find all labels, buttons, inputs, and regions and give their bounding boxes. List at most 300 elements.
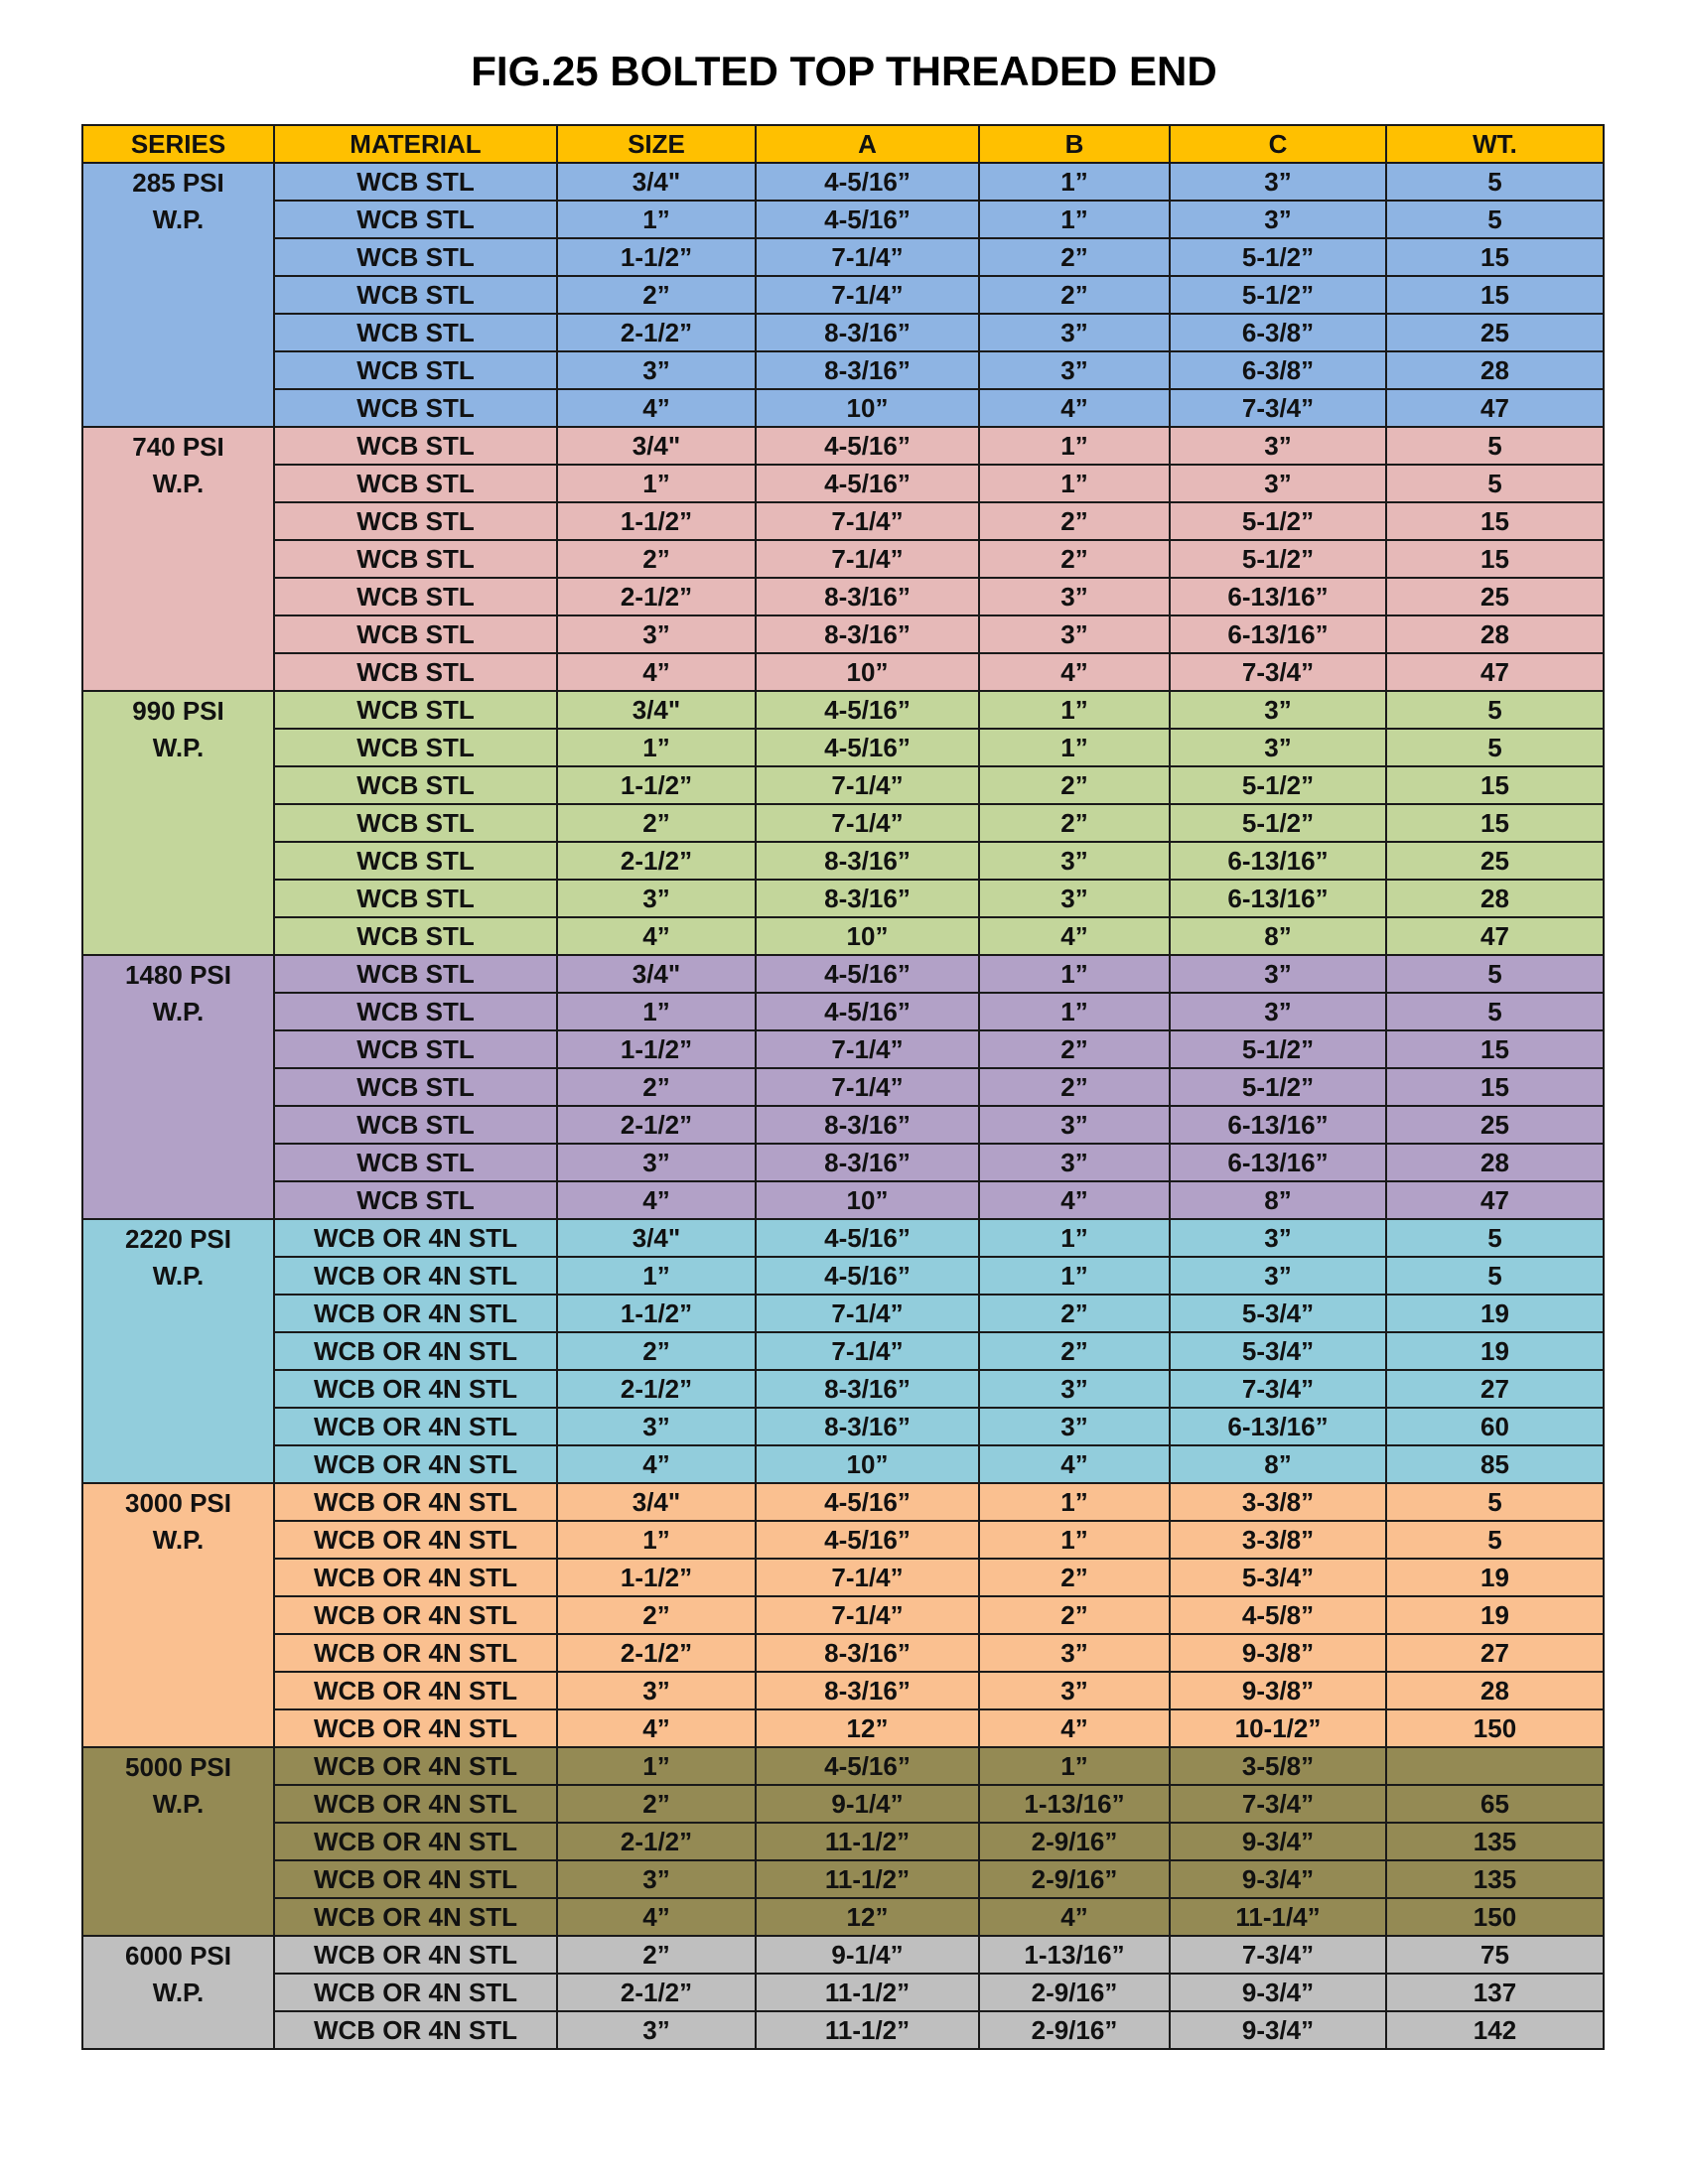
header-material: MATERIAL [274, 125, 557, 163]
series-cell: 990 PSI [82, 691, 274, 729]
table-row [82, 1596, 1604, 1634]
series-cell: W.P. [82, 729, 274, 766]
size-cell: 4” [557, 917, 756, 955]
series-cell [82, 1559, 274, 1596]
table-row [82, 314, 1604, 351]
material-cell: WCB OR 4N STL [274, 1295, 557, 1332]
material-cell: WCB OR 4N STL [274, 1785, 557, 1823]
dim-c-cell: 6-13/16” [1170, 578, 1386, 615]
material-cell: WCB OR 4N STL [274, 1747, 557, 1785]
table-row [82, 729, 1604, 766]
dim-a-cell: 7-1/4” [756, 502, 979, 540]
table-row [82, 1408, 1604, 1445]
dim-a-cell: 4-5/16” [756, 1747, 979, 1785]
material-cell: WCB OR 4N STL [274, 2011, 557, 2049]
size-cell: 4” [557, 1181, 756, 1219]
dim-a-cell: 8-3/16” [756, 1408, 979, 1445]
size-cell: 1” [557, 1257, 756, 1295]
weight-cell: 15 [1386, 1030, 1604, 1068]
page-title: FIG.25 BOLTED TOP THREADED END [471, 48, 1217, 94]
dim-c-cell: 5-3/4” [1170, 1295, 1386, 1332]
dim-c-cell: 6-13/16” [1170, 615, 1386, 653]
series-cell: W.P. [82, 993, 274, 1030]
size-cell: 1-1/2” [557, 502, 756, 540]
dim-b-cell: 1-13/16” [979, 1785, 1170, 1823]
material-cell: WCB OR 4N STL [274, 1936, 557, 1974]
size-cell: 1-1/2” [557, 238, 756, 276]
dim-a-cell: 8-3/16” [756, 615, 979, 653]
dim-c-cell: 8” [1170, 1181, 1386, 1219]
series-cell [82, 314, 274, 351]
weight-cell: 19 [1386, 1559, 1604, 1596]
dim-a-cell: 7-1/4” [756, 1068, 979, 1106]
dim-a-cell: 8-3/16” [756, 1106, 979, 1144]
weight-cell: 75 [1386, 1936, 1604, 1974]
dim-b-cell: 3” [979, 351, 1170, 389]
series-cell [82, 578, 274, 615]
size-cell: 2” [557, 804, 756, 842]
dim-c-cell: 5-3/4” [1170, 1332, 1386, 1370]
material-cell: WCB OR 4N STL [274, 1521, 557, 1559]
dim-b-cell: 4” [979, 1898, 1170, 1936]
material-cell: WCB STL [274, 766, 557, 804]
size-cell: 3/4" [557, 955, 756, 993]
dim-b-cell: 2-9/16” [979, 1823, 1170, 1860]
size-cell: 3” [557, 615, 756, 653]
dim-a-cell: 4-5/16” [756, 465, 979, 502]
dim-a-cell: 7-1/4” [756, 804, 979, 842]
weight-cell: 15 [1386, 766, 1604, 804]
dim-b-cell: 4” [979, 1709, 1170, 1747]
series-cell [82, 1332, 274, 1370]
series-cell [82, 389, 274, 427]
dim-c-cell: 9-3/8” [1170, 1634, 1386, 1672]
size-cell: 1” [557, 1521, 756, 1559]
size-cell: 3” [557, 880, 756, 917]
weight-cell: 28 [1386, 615, 1604, 653]
series-cell: W.P. [82, 1257, 274, 1295]
dim-c-cell: 7-3/4” [1170, 653, 1386, 691]
material-cell: WCB OR 4N STL [274, 1483, 557, 1521]
table-row [82, 1068, 1604, 1106]
weight-cell: 142 [1386, 2011, 1604, 2049]
size-cell: 2” [557, 276, 756, 314]
size-cell: 4” [557, 1445, 756, 1483]
dim-a-cell: 7-1/4” [756, 1596, 979, 1634]
material-cell: WCB STL [274, 955, 557, 993]
weight-cell: 15 [1386, 1068, 1604, 1106]
dim-c-cell: 5-1/2” [1170, 502, 1386, 540]
series-cell [82, 1445, 274, 1483]
dim-a-cell: 4-5/16” [756, 427, 979, 465]
weight-cell: 5 [1386, 691, 1604, 729]
dim-a-cell: 7-1/4” [756, 238, 979, 276]
series-cell [82, 804, 274, 842]
weight-cell: 150 [1386, 1898, 1604, 1936]
material-cell: WCB STL [274, 201, 557, 238]
series-cell [82, 1068, 274, 1106]
series-cell [82, 1672, 274, 1709]
size-cell: 2” [557, 1596, 756, 1634]
table-row [82, 1747, 1604, 1785]
size-cell: 3” [557, 2011, 756, 2049]
dim-b-cell: 4” [979, 653, 1170, 691]
size-cell: 3” [557, 1408, 756, 1445]
dim-b-cell: 3” [979, 1408, 1170, 1445]
dim-b-cell: 4” [979, 389, 1170, 427]
weight-cell: 150 [1386, 1709, 1604, 1747]
dim-b-cell: 1” [979, 955, 1170, 993]
size-cell: 4” [557, 1709, 756, 1747]
table-row [82, 1445, 1604, 1483]
size-cell: 1-1/2” [557, 1030, 756, 1068]
dim-c-cell: 3” [1170, 465, 1386, 502]
dim-a-cell: 12” [756, 1709, 979, 1747]
material-cell: WCB STL [274, 691, 557, 729]
dim-c-cell: 3” [1170, 1219, 1386, 1257]
dim-b-cell: 2” [979, 1332, 1170, 1370]
dim-b-cell: 1” [979, 163, 1170, 201]
dim-c-cell: 6-13/16” [1170, 1408, 1386, 1445]
size-cell: 2-1/2” [557, 314, 756, 351]
weight-cell: 60 [1386, 1408, 1604, 1445]
dim-a-cell: 4-5/16” [756, 1483, 979, 1521]
weight-cell: 28 [1386, 1144, 1604, 1181]
dim-c-cell: 7-3/4” [1170, 389, 1386, 427]
table-row [82, 1823, 1604, 1860]
dim-a-cell: 10” [756, 917, 979, 955]
series-cell: 2220 PSI [82, 1219, 274, 1257]
dim-c-cell: 5-1/2” [1170, 540, 1386, 578]
dim-a-cell: 4-5/16” [756, 163, 979, 201]
dim-c-cell: 10-1/2” [1170, 1709, 1386, 1747]
dim-a-cell: 10” [756, 1445, 979, 1483]
material-cell: WCB STL [274, 842, 557, 880]
series-cell: 285 PSI [82, 163, 274, 201]
material-cell: WCB OR 4N STL [274, 1408, 557, 1445]
dim-b-cell: 2” [979, 1559, 1170, 1596]
header-a: A [756, 125, 979, 163]
series-cell [82, 1144, 274, 1181]
series-cell [82, 1634, 274, 1672]
dim-c-cell: 6-13/16” [1170, 1106, 1386, 1144]
material-cell: WCB STL [274, 804, 557, 842]
material-cell: WCB OR 4N STL [274, 1823, 557, 1860]
table-row [82, 1257, 1604, 1295]
material-cell: WCB OR 4N STL [274, 1974, 557, 2011]
dim-a-cell: 4-5/16” [756, 955, 979, 993]
weight-cell: 25 [1386, 842, 1604, 880]
size-cell: 2” [557, 1068, 756, 1106]
series-cell [82, 1181, 274, 1219]
dim-b-cell: 3” [979, 615, 1170, 653]
dim-c-cell: 3” [1170, 955, 1386, 993]
table-row [82, 427, 1604, 465]
size-cell: 2” [557, 1785, 756, 1823]
table-row [82, 804, 1604, 842]
dim-c-cell: 3-3/8” [1170, 1483, 1386, 1521]
dim-a-cell: 10” [756, 1181, 979, 1219]
table-row [82, 1709, 1604, 1747]
dim-a-cell: 8-3/16” [756, 1672, 979, 1709]
dim-c-cell: 5-1/2” [1170, 804, 1386, 842]
dim-b-cell: 2” [979, 540, 1170, 578]
table-row [82, 1332, 1604, 1370]
table-row [82, 691, 1604, 729]
table-row [82, 993, 1604, 1030]
table-row [82, 389, 1604, 427]
table-row [82, 1219, 1604, 1257]
dim-c-cell: 7-3/4” [1170, 1370, 1386, 1408]
material-cell: WCB STL [274, 615, 557, 653]
material-cell: WCB STL [274, 238, 557, 276]
material-cell: WCB OR 4N STL [274, 1445, 557, 1483]
dim-a-cell: 7-1/4” [756, 276, 979, 314]
table-row [82, 1860, 1604, 1898]
weight-cell: 5 [1386, 993, 1604, 1030]
dim-a-cell: 8-3/16” [756, 1370, 979, 1408]
dim-c-cell: 3-5/8” [1170, 1747, 1386, 1785]
weight-cell [1386, 1747, 1604, 1785]
weight-cell: 5 [1386, 1483, 1604, 1521]
series-cell [82, 1106, 274, 1144]
dim-b-cell: 1” [979, 1219, 1170, 1257]
dim-b-cell: 3” [979, 578, 1170, 615]
table-row [82, 1785, 1604, 1823]
weight-cell: 135 [1386, 1860, 1604, 1898]
material-cell: WCB OR 4N STL [274, 1860, 557, 1898]
table-row [82, 842, 1604, 880]
material-cell: WCB OR 4N STL [274, 1634, 557, 1672]
weight-cell: 5 [1386, 729, 1604, 766]
series-cell [82, 1898, 274, 1936]
series-cell: 6000 PSI [82, 1936, 274, 1974]
size-cell: 3” [557, 1144, 756, 1181]
series-cell [82, 540, 274, 578]
series-cell [82, 880, 274, 917]
dim-b-cell: 2” [979, 502, 1170, 540]
material-cell: WCB STL [274, 1106, 557, 1144]
dim-c-cell: 3-3/8” [1170, 1521, 1386, 1559]
table-row [82, 1483, 1604, 1521]
dim-c-cell: 9-3/4” [1170, 1974, 1386, 2011]
dim-c-cell: 9-3/4” [1170, 1860, 1386, 1898]
dim-a-cell: 9-1/4” [756, 1936, 979, 1974]
dim-c-cell: 5-1/2” [1170, 1068, 1386, 1106]
dim-c-cell: 9-3/4” [1170, 2011, 1386, 2049]
material-cell: WCB STL [274, 578, 557, 615]
dim-b-cell: 2” [979, 766, 1170, 804]
material-cell: WCB STL [274, 993, 557, 1030]
series-cell: 1480 PSI [82, 955, 274, 993]
table-row [82, 1106, 1604, 1144]
dim-b-cell: 2” [979, 238, 1170, 276]
material-cell: WCB STL [274, 540, 557, 578]
table-row [82, 1370, 1604, 1408]
dim-b-cell: 1” [979, 1521, 1170, 1559]
material-cell: WCB OR 4N STL [274, 1672, 557, 1709]
dim-b-cell: 2-9/16” [979, 2011, 1170, 2049]
table-row [82, 1898, 1604, 1936]
table-row [82, 201, 1604, 238]
series-cell [82, 842, 274, 880]
dim-c-cell: 9-3/4” [1170, 1823, 1386, 1860]
size-cell: 1” [557, 1747, 756, 1785]
weight-cell: 47 [1386, 653, 1604, 691]
dim-c-cell: 6-13/16” [1170, 842, 1386, 880]
dim-a-cell: 4-5/16” [756, 1521, 979, 1559]
header-series: SERIES [82, 125, 274, 163]
table-body [82, 163, 1604, 2049]
size-cell: 2” [557, 1936, 756, 1974]
material-cell: WCB OR 4N STL [274, 1596, 557, 1634]
dim-a-cell: 4-5/16” [756, 729, 979, 766]
dim-c-cell: 6-13/16” [1170, 1144, 1386, 1181]
dim-c-cell: 3” [1170, 163, 1386, 201]
dim-b-cell: 4” [979, 1181, 1170, 1219]
size-cell: 1” [557, 201, 756, 238]
dim-c-cell: 5-1/2” [1170, 766, 1386, 804]
weight-cell: 27 [1386, 1634, 1604, 1672]
size-cell: 2-1/2” [557, 842, 756, 880]
material-cell: WCB STL [274, 502, 557, 540]
material-cell: WCB OR 4N STL [274, 1219, 557, 1257]
dim-b-cell: 1” [979, 427, 1170, 465]
series-cell [82, 917, 274, 955]
table-row [82, 163, 1604, 201]
header-size: SIZE [557, 125, 756, 163]
series-cell [82, 1709, 274, 1747]
dim-a-cell: 10” [756, 389, 979, 427]
size-cell: 2-1/2” [557, 1370, 756, 1408]
table-row [82, 502, 1604, 540]
dim-c-cell: 8” [1170, 1445, 1386, 1483]
material-cell: WCB STL [274, 314, 557, 351]
dim-b-cell: 1” [979, 1747, 1170, 1785]
material-cell: WCB STL [274, 351, 557, 389]
size-cell: 2-1/2” [557, 578, 756, 615]
dim-c-cell: 9-3/8” [1170, 1672, 1386, 1709]
dim-b-cell: 2” [979, 804, 1170, 842]
series-cell [82, 276, 274, 314]
dim-c-cell: 3” [1170, 691, 1386, 729]
weight-cell: 19 [1386, 1295, 1604, 1332]
series-cell [82, 1408, 274, 1445]
dim-a-cell: 4-5/16” [756, 1257, 979, 1295]
dim-c-cell: 3” [1170, 427, 1386, 465]
weight-cell: 5 [1386, 955, 1604, 993]
size-cell: 1” [557, 729, 756, 766]
dim-b-cell: 3” [979, 1144, 1170, 1181]
size-cell: 2” [557, 540, 756, 578]
table-row [82, 276, 1604, 314]
size-cell: 3/4" [557, 1219, 756, 1257]
size-cell: 1-1/2” [557, 766, 756, 804]
table-row [82, 1672, 1604, 1709]
size-cell: 2-1/2” [557, 1106, 756, 1144]
size-cell: 3/4" [557, 163, 756, 201]
material-cell: WCB OR 4N STL [274, 1709, 557, 1747]
weight-cell: 5 [1386, 465, 1604, 502]
series-cell [82, 615, 274, 653]
weight-cell: 19 [1386, 1596, 1604, 1634]
weight-cell: 47 [1386, 917, 1604, 955]
table-row [82, 615, 1604, 653]
weight-cell: 65 [1386, 1785, 1604, 1823]
weight-cell: 19 [1386, 1332, 1604, 1370]
table-row [82, 1634, 1604, 1672]
dim-c-cell: 3” [1170, 1257, 1386, 1295]
dim-a-cell: 7-1/4” [756, 1295, 979, 1332]
dim-b-cell: 1” [979, 993, 1170, 1030]
series-cell [82, 1030, 274, 1068]
dim-b-cell: 4” [979, 917, 1170, 955]
size-cell: 3/4" [557, 691, 756, 729]
dim-b-cell: 2” [979, 1295, 1170, 1332]
dim-a-cell: 8-3/16” [756, 842, 979, 880]
dim-c-cell: 7-3/4” [1170, 1936, 1386, 1974]
dim-b-cell: 2-9/16” [979, 1860, 1170, 1898]
dim-b-cell: 2” [979, 276, 1170, 314]
dim-a-cell: 11-1/2” [756, 1860, 979, 1898]
size-cell: 4” [557, 653, 756, 691]
series-cell: 3000 PSI [82, 1483, 274, 1521]
series-cell [82, 1860, 274, 1898]
series-cell: W.P. [82, 201, 274, 238]
dim-b-cell: 2-9/16” [979, 1974, 1170, 2011]
table-row [82, 540, 1604, 578]
weight-cell: 28 [1386, 351, 1604, 389]
series-cell: 5000 PSI [82, 1747, 274, 1785]
table-row [82, 465, 1604, 502]
weight-cell: 47 [1386, 389, 1604, 427]
material-cell: WCB STL [274, 427, 557, 465]
dim-a-cell: 11-1/2” [756, 1823, 979, 1860]
size-cell: 2-1/2” [557, 1974, 756, 2011]
dim-b-cell: 1-13/16” [979, 1936, 1170, 1974]
series-cell: W.P. [82, 1785, 274, 1823]
dim-a-cell: 7-1/4” [756, 1559, 979, 1596]
series-cell [82, 766, 274, 804]
dim-b-cell: 3” [979, 880, 1170, 917]
weight-cell: 15 [1386, 276, 1604, 314]
dim-a-cell: 8-3/16” [756, 578, 979, 615]
dim-a-cell: 10” [756, 653, 979, 691]
table-row [82, 1181, 1604, 1219]
series-cell [82, 351, 274, 389]
size-cell: 3” [557, 1860, 756, 1898]
dim-a-cell: 8-3/16” [756, 351, 979, 389]
dim-a-cell: 12” [756, 1898, 979, 1936]
dim-a-cell: 7-1/4” [756, 766, 979, 804]
material-cell: WCB STL [274, 465, 557, 502]
dim-c-cell: 4-5/8” [1170, 1596, 1386, 1634]
size-cell: 2” [557, 1332, 756, 1370]
weight-cell: 25 [1386, 578, 1604, 615]
size-cell: 1-1/2” [557, 1295, 756, 1332]
size-cell: 2-1/2” [557, 1634, 756, 1672]
weight-cell: 5 [1386, 1521, 1604, 1559]
dim-a-cell: 7-1/4” [756, 1332, 979, 1370]
dim-c-cell: 5-3/4” [1170, 1559, 1386, 1596]
dim-b-cell: 1” [979, 1257, 1170, 1295]
header-weight: WT. [1386, 125, 1604, 163]
dim-c-cell: 8” [1170, 917, 1386, 955]
table-row [82, 880, 1604, 917]
dim-c-cell: 5-1/2” [1170, 1030, 1386, 1068]
dim-a-cell: 11-1/2” [756, 2011, 979, 2049]
table-row [82, 2011, 1604, 2049]
